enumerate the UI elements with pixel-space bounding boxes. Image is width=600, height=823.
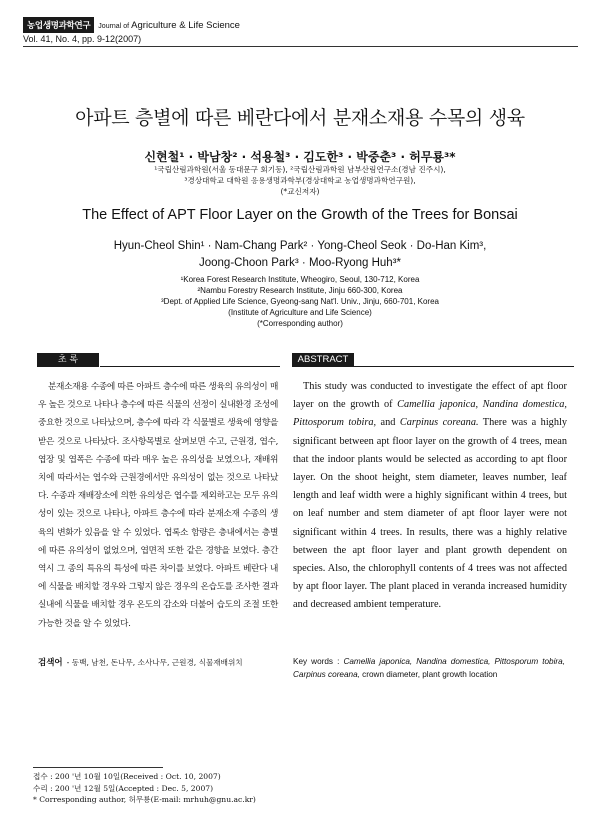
- footnotes: [33, 771, 256, 806]
- title-korean: 아파트 층별에 따른 베란다에서 분재소재용 수목의 생육: [75, 107, 525, 129]
- keywords-ko-label: 검색어: [38, 658, 63, 668]
- abstract-english: [293, 378, 567, 615]
- abstract-ko-text: 분재소재용 수종에 따른 아파트 층수에 따른 생육의 유의성이 매우 높은 것으로 나타나 층수에 따른 식물의 선정이 실내환경 조성에 중요한 것으로 나타났으며, 층수에 따라 각 식물별로 생육에 영향을 받은 것으로 나타났다. 조사항목별로 살펴보면 수고, 근원경, 엽수, 엽장 및 엽폭은 수종에 따라 매우 높은 유의성을 보였으나, 재배위치에 따라서는 엽수와 근원경에서만 유의성이 없는 것으로 나타났다. 수종과 재배장소에 의한 유의성은 엽수를 제외하고는 모두 유의성이 있는 것으로 나타나, 아파트 층수에 따라 분재소재 수종의 생육의 변화가 있음을 알 수 있었다. 엽록소 함량은 층내에서는 층별에 따른 유의성이 없었으며, 엽면적 또한 같은 경향을 보였다. 층간역시 그 종의 특유의 특성에 따른 차이를 보였다. 아파트 베란다 내에 식물을 배치할 경우와 그렇지 않은 경우의 온습도를 조사한 결과 실내에 식물을 배치할 경우 온도의 감소와 더불어 습도의 조절 또한 가능한 것을 알 수 있었다.: [38, 382, 278, 629]
- keywords-ko-text: - 동백, 남천, 돈나무, 소사나무, 근원경, 식물재배위치: [66, 658, 243, 667]
- abstract-en-run-0: This study was conducted to investigate the effect of apt floor layer on the growth of: [293, 381, 567, 411]
- author-en-line: Hyun-Cheol Shin¹ · Nam-Chang Park² · Yong-Cheol Seok · Do-Han Kim³,: [113, 240, 487, 252]
- journal-name-text: Agriculture & Life Science: [131, 19, 240, 31]
- keywords-en-run-2: crown diameter, plant growth location: [359, 669, 498, 679]
- affiliation-en-line: ¹Korea Forest Research Institute, Wheogiro, Seoul, 130-712, Korea: [180, 275, 420, 284]
- footnote-corresponding: * Corresponding author, 허무룡(E-mail: mrhuh@gnu.ac.kr): [33, 795, 256, 804]
- affiliation-en-line: ³Dept. of Applied Life Science, Gyeong-sang Nat'l. Univ., Jinju, 660-701, Korea: [161, 297, 439, 306]
- affiliation-en-line: ²Nambu Forestry Research Institute, Jinju 660-300, Korea: [197, 286, 403, 295]
- author-en-line: Joong-Choon Park³ · Moo-Ryong Huh³*: [199, 257, 401, 269]
- title-english: The Effect of APT Floor Layer on the Growth of the Trees for Bonsai: [82, 207, 518, 223]
- journal-name: [98, 20, 240, 31]
- journal-name-prefix: Journal of: [98, 22, 130, 30]
- abstract-en-heading: ABSTRACT: [292, 353, 354, 367]
- affiliation-en-line: (Institute of Agriculture and Life Science): [228, 308, 372, 317]
- authors-english: [0, 238, 600, 272]
- affiliation-ko-line: ³경상대학교 대학원 응용생명과학부(경상대학교 농업생명과학연구원),: [184, 176, 416, 185]
- affiliation-en-line: (*Corresponding author): [257, 319, 343, 328]
- footnote-accepted: 수리 : 200 '년 12월 5일(Accepted : Dec. 5, 2007): [33, 783, 214, 793]
- keywords-korean: [38, 656, 288, 668]
- affiliations-korean: [110, 164, 490, 197]
- affiliation-ko-line: ¹국립산림과학원(서울 동대문구 회기동), ²국립산림과학원 남부산림연구소(경남 진주시),: [154, 165, 446, 174]
- abstract-en-run-2: and: [376, 417, 400, 429]
- keywords-en-label: Key words :: [293, 657, 340, 666]
- affiliations-english: [0, 274, 600, 329]
- keywords-english: [293, 656, 565, 681]
- abstract-ko-heading-rule: [100, 366, 280, 367]
- abstract-en-run-3: Carpinus coreana.: [399, 417, 479, 429]
- authors-korean: 신현철¹ · 박남창² · 석용철³ · 김도한³ · 박중춘³ · 허무룡³*: [144, 150, 456, 164]
- abstract-en-heading-rule: [354, 366, 574, 367]
- journal-header: [23, 17, 240, 33]
- footnote-rule: [33, 767, 163, 768]
- abstract-korean: [38, 378, 278, 633]
- journal-volume: Vol. 41, No. 4, pp. 9-12(2007): [23, 34, 142, 44]
- abstract-ko-heading: 초 록: [37, 353, 99, 367]
- keywords-en-run-1: Camellia japonica, Nandina domestica, Pittosporum tobira, Carpinus coreana,: [293, 657, 565, 679]
- abstract-en-text: [293, 378, 567, 615]
- header-rule: [23, 46, 578, 47]
- affiliation-ko-line: (*교신저자): [280, 187, 320, 196]
- journal-badge: 농업생명과학연구: [23, 17, 94, 33]
- footnote-received: 접수 : 200 '년 10월 10일(Received : Oct. 10, 2007): [33, 772, 221, 781]
- abstract-en-run-4: There was a highly significant between apt floor layer on the growth of 4 trees, mean that the indoor plants would be selected as according to apt floor layer. On the shoot height, stem diameter, leaves number, leaf length and leaf width were a highly significant within 4 trees, but on leaf number and stem diameter of apt floor layer were not significant within 4 trees. In results, there was a highly relative between the apt floor layer and plant growth dependent on species. Also, the chlorophyll contents of 4 trees was not affected by apt floor layer. The plant placed in veranda increased humidity and decreased ambient temperature.: [293, 417, 567, 611]
- abstract-en-run-1: Camellia japonica, Nandina domestica, Pittosporum tobira,: [293, 399, 568, 429]
